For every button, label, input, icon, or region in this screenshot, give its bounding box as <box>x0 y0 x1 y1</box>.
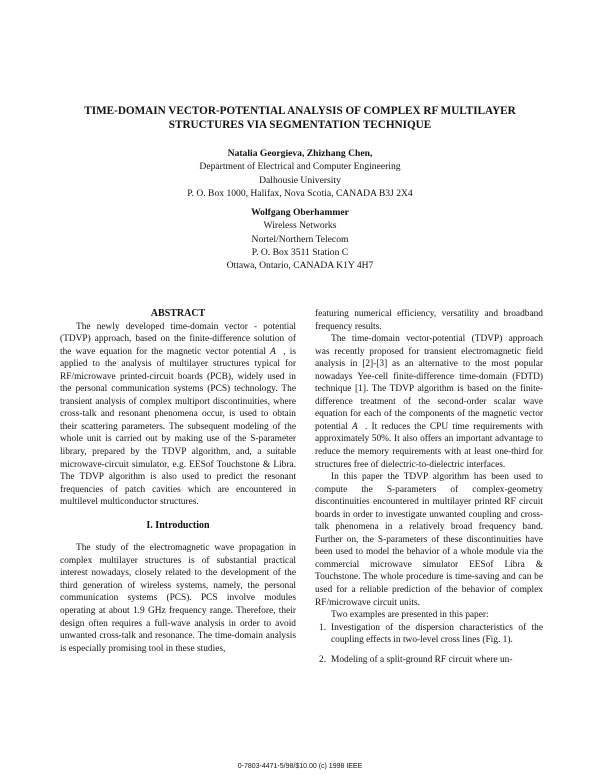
list-item-text: Modeling of a split-ground RF circuit where un- <box>331 654 513 665</box>
title-line-1: TIME-DOMAIN VECTOR-POTENTIAL ANALYSIS OF COMPLEX RF MULTILAYER <box>84 105 516 117</box>
list-item-text: Investigation of the dispersion characteristics of the coupling effects in two-level cross lines (Fig. 1). <box>331 622 543 646</box>
title-line-2: STRUCTURES VIA SEGMENTATION TECHNIQUE <box>168 119 432 131</box>
list-number: 2. <box>319 654 327 665</box>
author-block <box>120 147 480 273</box>
copyright-footer: 0-7803-4471-5/98/$10.00 (c) 1998 IEEE <box>237 763 363 770</box>
paper-title <box>60 104 540 132</box>
author-names-1: Natalia Georgieva, Zhizhang Chen, <box>227 148 373 159</box>
abstract-text-2: , is applied to the analysis of multilayer structures typical for RF/microwave printed-circuit boards (PCB), widely used in the personal communication systems (PCS) technology. The transient analysis of complex multiport discontinuities, where cross-talk and resonant phenomena occur, is used to obtain their scattering parameters. The subsequent modeling of the whole unit is carried out by making use of the S-parameter library, prepared by the TDVP algorithm, and, a suitable microwave-circuit simulator, e.g. EESof Touchstone & Libra. The TDVP algorithm is also used to predict the resonant frequencies of patch cavities which are encountered in multilevel multiconductor structures. <box>60 346 296 508</box>
affiliation-line: Wireless Networks <box>263 220 337 232</box>
examples-list <box>315 622 543 667</box>
intro-heading: I. Introduction <box>146 519 210 531</box>
affiliation-line: Nortel/Northern Telecom <box>251 233 349 245</box>
vector-potential-symbol: A⃗ <box>352 421 366 432</box>
affiliation-line: Ottawa, Ontario, CANADA K1Y 4H7 <box>226 260 374 272</box>
author-names-2: Wolfgang Oberhammer <box>251 207 349 219</box>
affiliation-line: Department of Electrical and Computer Engineering <box>199 161 401 173</box>
intro-paragraph: The study of the electromagnetic wave propagation in complex multilayer structures is of substantial practical interest nowadays, closely related to the development of the third generation of wireless systems, namely, the personal communication systems (PCS). PCS involve modules operating at about 1.9 GHz frequency range. Therefore, their design often requires a full-wave analysis in order to avoid unwanted cross-talk and resonance. The time-domain analysis is especially promising tool in these studies, <box>60 543 296 654</box>
list-number: 1. <box>319 622 327 633</box>
abstract-text-1: The newly developed time-domain vector - potential (TDVP) approach, based on the finite-difference solution of the wave equation for the magnetic vector potential <box>60 321 296 357</box>
paragraph-text-2: . It reduces the CPU time requirements with approximately 50%. It also offers an important advantage to reduce the memory requirements with at least one-third for structures free of dielectric-to-dielectric interfaces. <box>315 421 543 470</box>
paragraph: Two examples are presented in this paper: <box>331 610 489 621</box>
vector-potential-symbol: A⃗ <box>270 346 284 357</box>
affiliation-line: P. O. Box 3511 Station C <box>251 247 349 259</box>
left-column <box>60 308 296 655</box>
paragraph <box>315 333 543 471</box>
list-item <box>315 622 543 647</box>
paragraph: featuring numerical efficiency, versatility and broadband frequency results. <box>315 309 543 332</box>
right-column <box>315 308 543 666</box>
abstract-heading: ABSTRACT <box>150 308 206 319</box>
list-item <box>315 654 543 667</box>
affiliation-line: P. O. Box 1000, Halifax, Nova Scotia, CANADA B3J 2X4 <box>187 187 413 199</box>
affiliation-line: Dalhousie University <box>259 174 341 186</box>
paragraph: In this paper the TDVP algorithm has been used to compute the S-parameters of complex-geometry discontinuities encountered in multilayer printed RF circuit boards in order to investigate unwanted coupling and cross-talk phenomena in a relatively broad frequency band. Further on, the S-parameters of these discontinuities have been used to model the behavior of a whole module via the commercial microwave simulator EESof Libra & Touchstone. The whole procedure is time-saving and can be used for a reliable prediction of the behavior of complex RF/microwave circuit units. <box>315 472 543 608</box>
abstract-paragraph <box>60 321 296 509</box>
paragraph-text-1: The time-domain vector-potential (TDVP) approach was recently proposed for transient electromagnetic field analysis in [2]-[3] as an alternative to the most popular nowadays Yee-cell finite-difference time-domain (FDTD) technique [1]. The TDVP algorithm is based on the finite-difference treatment of the second-order scalar wave equation for each of the components of the magnetic vector potential <box>315 334 543 432</box>
